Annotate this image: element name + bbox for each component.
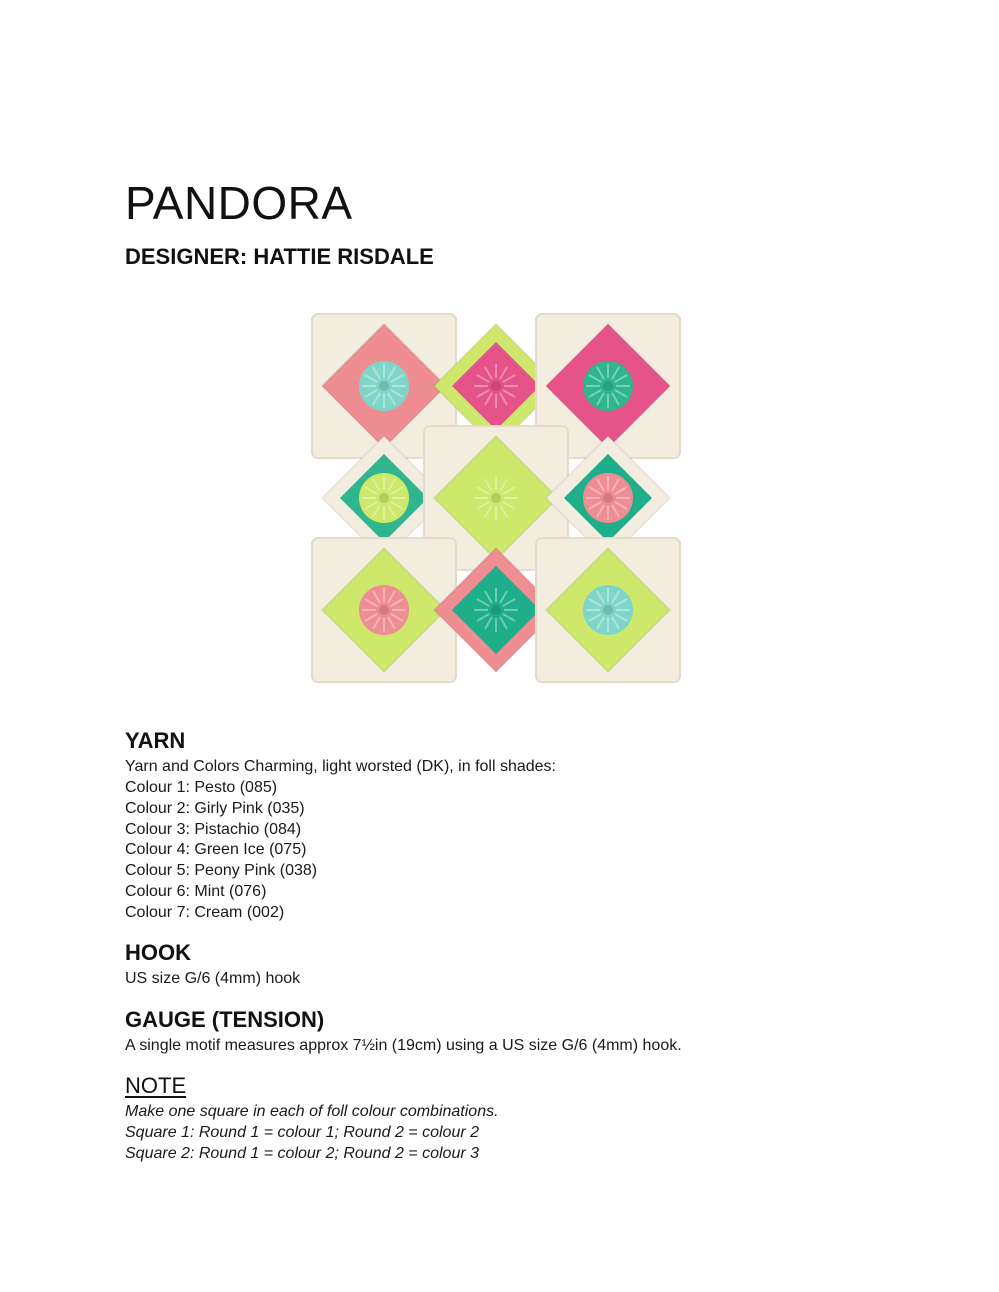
note-section [125,1073,499,1165]
hook-heading: HOOK [125,940,191,965]
pattern-title: PANDORA [125,177,353,229]
yarn-colour-item: Colour 1: Pesto (085) [125,779,278,797]
yarn-colour-item: Colour 5: Peony Pink (038) [125,862,318,880]
yarn-colour-list [125,778,556,924]
crochet-motif-photo [298,308,694,694]
motif-square [536,538,680,682]
note-line: Square 1: Round 1 = colour 1; Round 2 = colour 2 [125,1124,480,1142]
yarn-colour-item: Colour 6: Mint (076) [125,883,267,901]
yarn-colour-item: Colour 3: Pistachio (084) [125,820,302,838]
yarn-section [125,728,556,924]
gauge-section [125,1007,682,1057]
yarn-colour-item: Colour 2: Girly Pink (035) [125,799,305,817]
hook-text: US size G/6 (4mm) hook [125,970,301,988]
gauge-text: A single motif measures approx 7½in (19cm) using a US size G/6 (4mm) hook. [125,1037,682,1055]
designer-credit: DESIGNER: HATTIE RISDALE [125,244,434,269]
gauge-heading: GAUGE (TENSION) [125,1007,325,1032]
yarn-colour-item: Colour 7: Cream (002) [125,903,285,921]
note-line: Square 2: Round 1 = colour 2; Round 2 = colour 3 [125,1144,480,1162]
yarn-heading: YARN [125,728,186,753]
hook-section [125,940,300,990]
yarn-colour-item: Colour 4: Green Ice (075) [125,841,307,859]
note-heading: NOTE [125,1073,187,1098]
yarn-intro: Yarn and Colors Charming, light worsted (DK), in foll shades: [125,758,556,776]
note-line: Make one square in each of foll colour combinations. [125,1103,499,1121]
